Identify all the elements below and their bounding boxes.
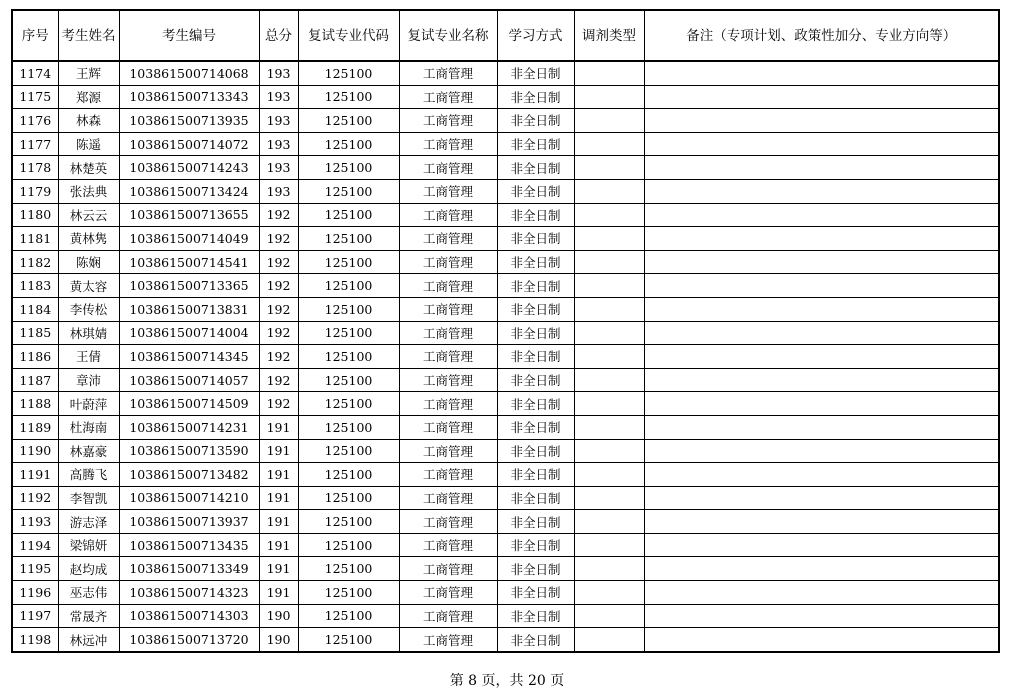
cell-seq: 1189 — [12, 415, 58, 439]
cell-total-score: 192 — [259, 297, 298, 321]
cell-total-score: 191 — [259, 439, 298, 463]
cell-study-mode: 非全日制 — [497, 392, 574, 416]
cell-seq: 1175 — [12, 85, 58, 109]
cell-major-name: 工商管理 — [399, 227, 497, 251]
cell-study-mode: 非全日制 — [497, 557, 574, 581]
cell-study-mode: 非全日制 — [497, 581, 574, 605]
table-row — [12, 109, 999, 133]
cell-name: 章沛 — [58, 368, 119, 392]
cell-transfer-type — [574, 368, 644, 392]
cell-name: 王倩 — [58, 345, 119, 369]
cell-total-score: 193 — [259, 156, 298, 180]
cell-exam-id: 103861500714345 — [119, 345, 259, 369]
cell-remarks — [644, 297, 999, 321]
cell-seq: 1178 — [12, 156, 58, 180]
cell-transfer-type — [574, 132, 644, 156]
cell-major-code: 125100 — [298, 533, 399, 557]
cell-transfer-type — [574, 250, 644, 274]
cell-seq: 1186 — [12, 345, 58, 369]
cell-major-name: 工商管理 — [399, 203, 497, 227]
cell-remarks — [644, 486, 999, 510]
cell-transfer-type — [574, 179, 644, 203]
cell-name: 林琪婧 — [58, 321, 119, 345]
cell-study-mode: 非全日制 — [497, 179, 574, 203]
cell-name: 游志泽 — [58, 510, 119, 534]
cell-total-score: 192 — [259, 368, 298, 392]
cell-remarks — [644, 533, 999, 557]
cell-remarks — [644, 628, 999, 652]
cell-total-score: 191 — [259, 581, 298, 605]
cell-name: 陈娴 — [58, 250, 119, 274]
cell-total-score: 191 — [259, 533, 298, 557]
cell-transfer-type — [574, 85, 644, 109]
cell-seq: 1181 — [12, 227, 58, 251]
cell-exam-id: 103861500713655 — [119, 203, 259, 227]
table-row — [12, 156, 999, 180]
cell-major-code: 125100 — [298, 604, 399, 628]
cell-exam-id: 103861500713935 — [119, 109, 259, 133]
cell-study-mode: 非全日制 — [497, 345, 574, 369]
cell-total-score: 190 — [259, 628, 298, 652]
header-major-code: 复试专业代码 — [298, 10, 399, 61]
table-row — [12, 132, 999, 156]
header-name: 考生姓名 — [58, 10, 119, 61]
cell-total-score: 192 — [259, 392, 298, 416]
cell-major-name: 工商管理 — [399, 156, 497, 180]
cell-name: 张法典 — [58, 179, 119, 203]
cell-total-score: 191 — [259, 486, 298, 510]
cell-major-name: 工商管理 — [399, 510, 497, 534]
cell-exam-id: 103861500714509 — [119, 392, 259, 416]
table-row — [12, 392, 999, 416]
cell-major-code: 125100 — [298, 109, 399, 133]
cell-remarks — [644, 179, 999, 203]
cell-total-score: 192 — [259, 321, 298, 345]
cell-transfer-type — [574, 345, 644, 369]
header-seq: 序号 — [12, 10, 58, 61]
cell-study-mode: 非全日制 — [497, 321, 574, 345]
cell-name: 高腾飞 — [58, 463, 119, 487]
cell-total-score: 193 — [259, 85, 298, 109]
cell-remarks — [644, 203, 999, 227]
table-row — [12, 557, 999, 581]
cell-major-code: 125100 — [298, 85, 399, 109]
cell-study-mode: 非全日制 — [497, 274, 574, 298]
table-row — [12, 628, 999, 652]
header-transfer-type: 调剂类型 — [574, 10, 644, 61]
table-row — [12, 581, 999, 605]
cell-seq: 1183 — [12, 274, 58, 298]
cell-major-name: 工商管理 — [399, 533, 497, 557]
cell-seq: 1191 — [12, 463, 58, 487]
cell-major-code: 125100 — [298, 179, 399, 203]
cell-total-score: 192 — [259, 345, 298, 369]
table-row — [12, 61, 999, 85]
cell-seq: 1182 — [12, 250, 58, 274]
cell-major-code: 125100 — [298, 227, 399, 251]
table-row — [12, 486, 999, 510]
cell-major-code: 125100 — [298, 628, 399, 652]
cell-seq: 1196 — [12, 581, 58, 605]
cell-remarks — [644, 274, 999, 298]
cell-seq: 1198 — [12, 628, 58, 652]
cell-name: 林楚英 — [58, 156, 119, 180]
table-header-row — [12, 10, 999, 61]
cell-major-name: 工商管理 — [399, 557, 497, 581]
cell-total-score: 193 — [259, 61, 298, 85]
cell-remarks — [644, 156, 999, 180]
cell-major-name: 工商管理 — [399, 415, 497, 439]
cell-name: 赵均成 — [58, 557, 119, 581]
cell-major-code: 125100 — [298, 203, 399, 227]
cell-total-score: 191 — [259, 415, 298, 439]
cell-total-score: 192 — [259, 250, 298, 274]
cell-major-name: 工商管理 — [399, 486, 497, 510]
cell-total-score: 191 — [259, 463, 298, 487]
cell-remarks — [644, 510, 999, 534]
cell-major-code: 125100 — [298, 321, 399, 345]
cell-seq: 1184 — [12, 297, 58, 321]
cell-transfer-type — [574, 321, 644, 345]
cell-exam-id: 103861500714243 — [119, 156, 259, 180]
cell-seq: 1176 — [12, 109, 58, 133]
cell-seq: 1179 — [12, 179, 58, 203]
cell-exam-id: 103861500713720 — [119, 628, 259, 652]
cell-seq: 1187 — [12, 368, 58, 392]
cell-transfer-type — [574, 392, 644, 416]
cell-name: 李智凯 — [58, 486, 119, 510]
cell-study-mode: 非全日制 — [497, 250, 574, 274]
table-row — [12, 368, 999, 392]
cell-study-mode: 非全日制 — [497, 85, 574, 109]
cell-exam-id: 103861500713365 — [119, 274, 259, 298]
cell-major-name: 工商管理 — [399, 109, 497, 133]
cell-total-score: 192 — [259, 227, 298, 251]
cell-transfer-type — [574, 604, 644, 628]
cell-remarks — [644, 604, 999, 628]
cell-remarks — [644, 85, 999, 109]
cell-study-mode: 非全日制 — [497, 368, 574, 392]
table-row — [12, 345, 999, 369]
cell-name: 林森 — [58, 109, 119, 133]
cell-exam-id: 103861500713343 — [119, 85, 259, 109]
cell-study-mode: 非全日制 — [497, 156, 574, 180]
cell-transfer-type — [574, 297, 644, 321]
cell-exam-id: 103861500713424 — [119, 179, 259, 203]
cell-transfer-type — [574, 581, 644, 605]
page-number: 第 8 页，共 20 页 — [449, 673, 565, 689]
header-remarks: 备注（专项计划、政策性加分、专业方向等） — [644, 10, 999, 61]
cell-major-code: 125100 — [298, 250, 399, 274]
cell-remarks — [644, 415, 999, 439]
cell-major-code: 125100 — [298, 297, 399, 321]
cell-name: 黄太容 — [58, 274, 119, 298]
cell-total-score: 192 — [259, 274, 298, 298]
cell-transfer-type — [574, 557, 644, 581]
header-exam-id: 考生编号 — [119, 10, 259, 61]
table-row — [12, 274, 999, 298]
cell-remarks — [644, 321, 999, 345]
cell-seq: 1185 — [12, 321, 58, 345]
cell-exam-id: 103861500713435 — [119, 533, 259, 557]
table-row — [12, 510, 999, 534]
cell-seq: 1195 — [12, 557, 58, 581]
cell-study-mode: 非全日制 — [497, 510, 574, 534]
cell-major-code: 125100 — [298, 345, 399, 369]
cell-exam-id: 103861500714303 — [119, 604, 259, 628]
cell-name: 巫志伟 — [58, 581, 119, 605]
cell-remarks — [644, 61, 999, 85]
cell-seq: 1174 — [12, 61, 58, 85]
cell-transfer-type — [574, 463, 644, 487]
cell-major-code: 125100 — [298, 156, 399, 180]
cell-major-name: 工商管理 — [399, 61, 497, 85]
cell-remarks — [644, 250, 999, 274]
cell-exam-id: 103861500713349 — [119, 557, 259, 581]
cell-exam-id: 103861500714004 — [119, 321, 259, 345]
cell-remarks — [644, 132, 999, 156]
table-row — [12, 203, 999, 227]
cell-transfer-type — [574, 61, 644, 85]
cell-total-score: 191 — [259, 510, 298, 534]
cell-exam-id: 103861500714323 — [119, 581, 259, 605]
cell-major-code: 125100 — [298, 486, 399, 510]
cell-exam-id: 103861500714231 — [119, 415, 259, 439]
cell-transfer-type — [574, 628, 644, 652]
cell-major-code: 125100 — [298, 368, 399, 392]
header-study-mode: 学习方式 — [497, 10, 574, 61]
table-row — [12, 179, 999, 203]
cell-major-code: 125100 — [298, 581, 399, 605]
cell-study-mode: 非全日制 — [497, 61, 574, 85]
cell-exam-id: 103861500714541 — [119, 250, 259, 274]
cell-transfer-type — [574, 510, 644, 534]
table-row — [12, 250, 999, 274]
cell-study-mode: 非全日制 — [497, 203, 574, 227]
cell-major-code: 125100 — [298, 415, 399, 439]
cell-total-score: 193 — [259, 109, 298, 133]
cell-remarks — [644, 227, 999, 251]
table-row — [12, 85, 999, 109]
cell-exam-id: 103861500713831 — [119, 297, 259, 321]
header-major-name: 复试专业名称 — [399, 10, 497, 61]
table-row — [12, 463, 999, 487]
cell-exam-id: 103861500714049 — [119, 227, 259, 251]
table-row — [12, 439, 999, 463]
cell-major-name: 工商管理 — [399, 274, 497, 298]
cell-transfer-type — [574, 486, 644, 510]
cell-major-name: 工商管理 — [399, 604, 497, 628]
cell-name: 梁锦妍 — [58, 533, 119, 557]
cell-exam-id: 103861500714057 — [119, 368, 259, 392]
cell-transfer-type — [574, 274, 644, 298]
cell-exam-id: 103861500713590 — [119, 439, 259, 463]
cell-name: 郑源 — [58, 85, 119, 109]
cell-exam-id: 103861500713937 — [119, 510, 259, 534]
cell-name: 林嘉豪 — [58, 439, 119, 463]
cell-name: 黄林隽 — [58, 227, 119, 251]
cell-exam-id: 103861500714210 — [119, 486, 259, 510]
cell-name: 杜海南 — [58, 415, 119, 439]
cell-study-mode: 非全日制 — [497, 297, 574, 321]
cell-seq: 1190 — [12, 439, 58, 463]
cell-study-mode: 非全日制 — [497, 132, 574, 156]
cell-major-code: 125100 — [298, 557, 399, 581]
table-row — [12, 227, 999, 251]
cell-seq: 1197 — [12, 604, 58, 628]
header-total-score: 总分 — [259, 10, 298, 61]
cell-name: 林云云 — [58, 203, 119, 227]
cell-major-code: 125100 — [298, 463, 399, 487]
cell-seq: 1193 — [12, 510, 58, 534]
cell-major-name: 工商管理 — [399, 392, 497, 416]
cell-seq: 1180 — [12, 203, 58, 227]
cell-study-mode: 非全日制 — [497, 628, 574, 652]
table-row — [12, 321, 999, 345]
cell-name: 叶蔚萍 — [58, 392, 119, 416]
cell-major-code: 125100 — [298, 392, 399, 416]
cell-transfer-type — [574, 203, 644, 227]
cell-transfer-type — [574, 415, 644, 439]
cell-remarks — [644, 392, 999, 416]
table-row — [12, 604, 999, 628]
cell-total-score: 191 — [259, 557, 298, 581]
cell-major-name: 工商管理 — [399, 297, 497, 321]
cell-name: 李传松 — [58, 297, 119, 321]
cell-study-mode: 非全日制 — [497, 486, 574, 510]
cell-name: 王辉 — [58, 61, 119, 85]
cell-major-name: 工商管理 — [399, 85, 497, 109]
cell-total-score: 190 — [259, 604, 298, 628]
cell-name: 陈遥 — [58, 132, 119, 156]
cell-name: 林远冲 — [58, 628, 119, 652]
cell-major-name: 工商管理 — [399, 628, 497, 652]
cell-total-score: 193 — [259, 132, 298, 156]
cell-study-mode: 非全日制 — [497, 227, 574, 251]
cell-remarks — [644, 463, 999, 487]
cell-exam-id: 103861500713482 — [119, 463, 259, 487]
cell-major-code: 125100 — [298, 510, 399, 534]
table-row — [12, 415, 999, 439]
cell-major-name: 工商管理 — [399, 250, 497, 274]
cell-seq: 1177 — [12, 132, 58, 156]
cell-transfer-type — [574, 109, 644, 133]
cell-major-code: 125100 — [298, 274, 399, 298]
cell-major-name: 工商管理 — [399, 132, 497, 156]
cell-remarks — [644, 557, 999, 581]
cell-study-mode: 非全日制 — [497, 533, 574, 557]
cell-exam-id: 103861500714068 — [119, 61, 259, 85]
cell-study-mode: 非全日制 — [497, 463, 574, 487]
cell-transfer-type — [574, 156, 644, 180]
cell-major-name: 工商管理 — [399, 321, 497, 345]
cell-total-score: 193 — [259, 179, 298, 203]
cell-major-name: 工商管理 — [399, 179, 497, 203]
cell-major-name: 工商管理 — [399, 439, 497, 463]
cell-study-mode: 非全日制 — [497, 415, 574, 439]
cell-study-mode: 非全日制 — [497, 604, 574, 628]
cell-study-mode: 非全日制 — [497, 109, 574, 133]
cell-total-score: 192 — [259, 203, 298, 227]
cell-major-name: 工商管理 — [399, 463, 497, 487]
cell-major-name: 工商管理 — [399, 345, 497, 369]
cell-remarks — [644, 345, 999, 369]
table-row — [12, 533, 999, 557]
cell-seq: 1192 — [12, 486, 58, 510]
cell-transfer-type — [574, 533, 644, 557]
cell-remarks — [644, 109, 999, 133]
cell-remarks — [644, 368, 999, 392]
cell-major-name: 工商管理 — [399, 581, 497, 605]
cell-major-code: 125100 — [298, 61, 399, 85]
cell-seq: 1188 — [12, 392, 58, 416]
cell-major-code: 125100 — [298, 132, 399, 156]
cell-transfer-type — [574, 227, 644, 251]
cell-seq: 1194 — [12, 533, 58, 557]
cell-exam-id: 103861500714072 — [119, 132, 259, 156]
cell-transfer-type — [574, 439, 644, 463]
cell-major-code: 125100 — [298, 439, 399, 463]
admission-list-table — [11, 9, 1000, 653]
cell-name: 常晟齐 — [58, 604, 119, 628]
cell-major-name: 工商管理 — [399, 368, 497, 392]
cell-remarks — [644, 439, 999, 463]
cell-remarks — [644, 581, 999, 605]
cell-study-mode: 非全日制 — [497, 439, 574, 463]
table-row — [12, 297, 999, 321]
